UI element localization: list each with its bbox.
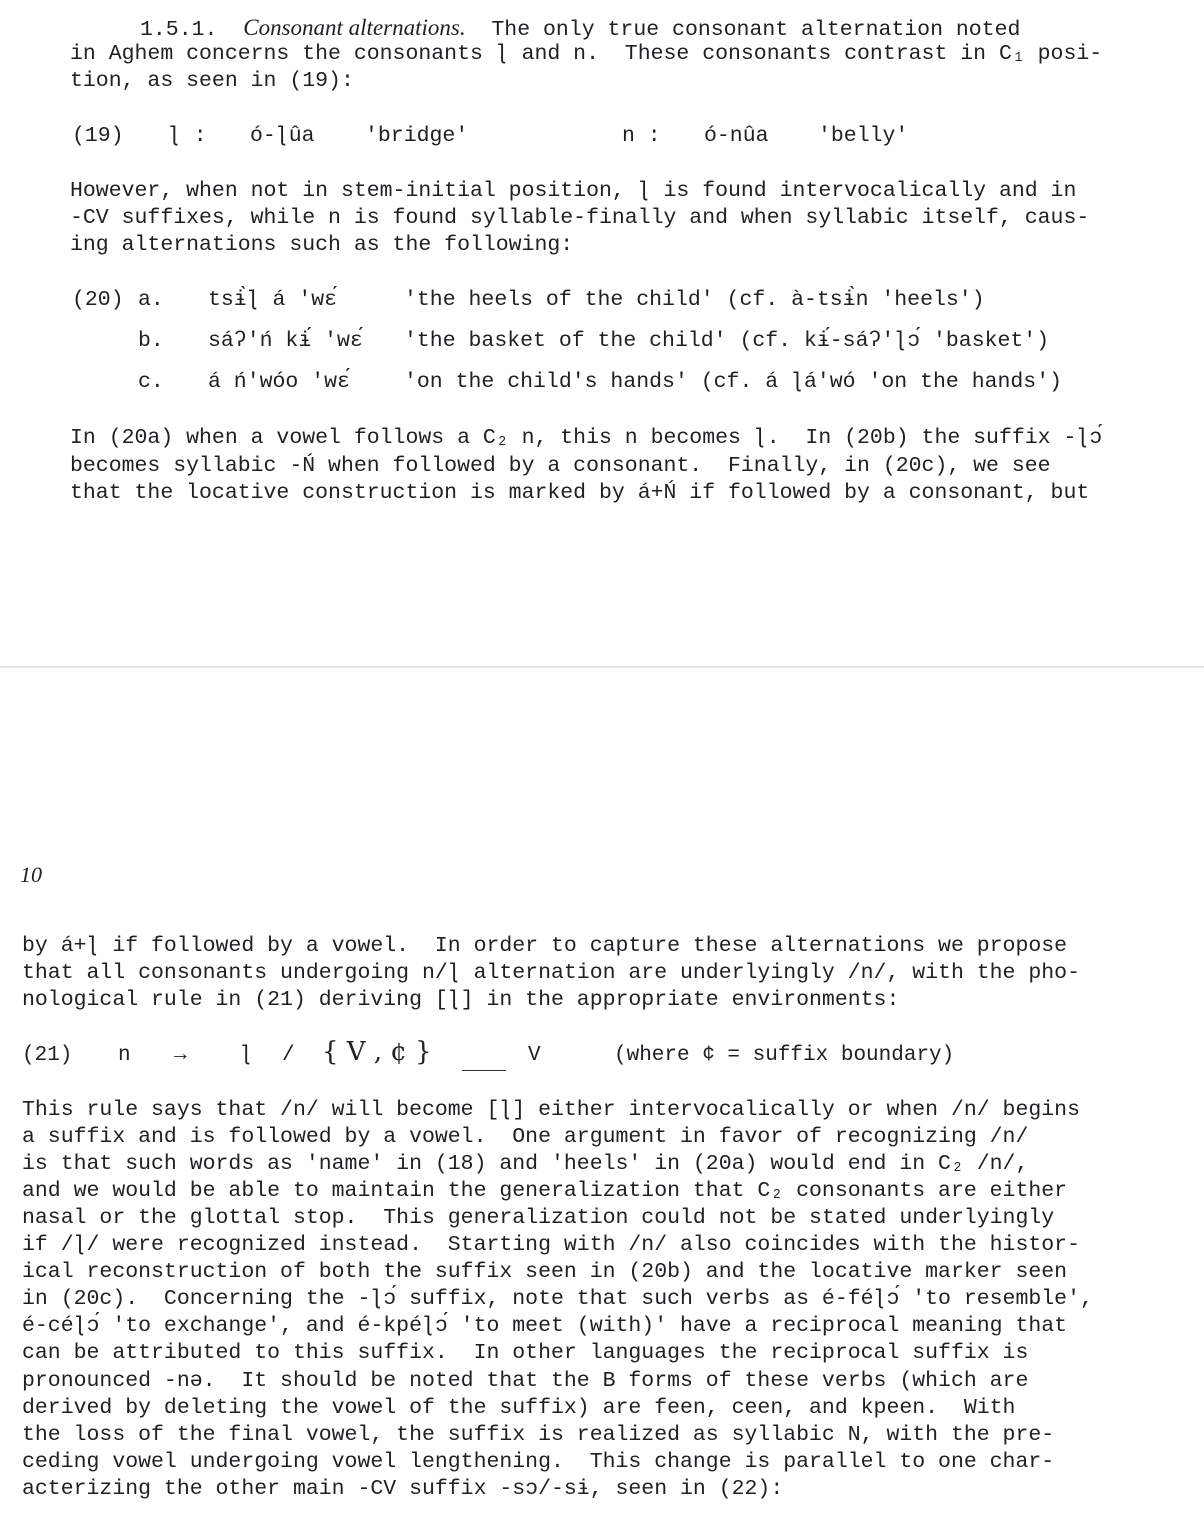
section-number: 1.5.1. — [140, 18, 218, 42]
example-letter: b. — [138, 329, 164, 353]
paragraph-line: ceding vowel undergoing vowel lengthening. This change is parallel to one char- — [22, 1450, 1055, 1474]
example-gloss: 'belly' — [818, 124, 909, 148]
paragraph-line: This rule says that /n/ will become [ɭ] either intervocalically or when /n/ begins — [22, 1098, 1080, 1122]
paragraph-line: can be attributed to this suffix. In other languages the reciprocal suffix is — [22, 1341, 1029, 1365]
paragraph-line: ical reconstruction of both the suffix seen in (20b) and the locative marker seen — [22, 1260, 1068, 1284]
paragraph-line: é-céɭɔ́ 'to exchange', and é-kpéɭɔ́ 'to meet (with)' have a reciprocal meaning that — [22, 1314, 1068, 1338]
rule-output: ɭ — [240, 1044, 253, 1067]
paragraph-line: tion, as seen in (19): — [70, 69, 354, 93]
example-gloss: 'bridge' — [365, 124, 469, 148]
paragraph-line: is that such words as 'name' in (18) and 'heels' in (20a) would end in C₂ /n/, — [22, 1152, 1029, 1176]
paragraph-line: nasal or the glottal stop. This generalization could not be stated underlyingly — [22, 1206, 1055, 1230]
paragraph-line: in (20c). Concerning the -ɭɔ́ suffix, note that such verbs as é-féɭɔ́ 'to resemble', — [22, 1287, 1093, 1311]
paragraph-line: that the locative construction is marked by á+Ń if followed by a consonant, but — [70, 481, 1090, 505]
example-form: sáʔ'ń kɨ́ 'wɛ́ — [208, 329, 363, 353]
paragraph-line: nological rule in (21) deriving [ɭ] in the appropriate environments: — [22, 988, 900, 1012]
lower-page — [0, 668, 1204, 1528]
rule-note: (where ¢ = suffix boundary) — [614, 1044, 955, 1067]
paragraph-line: derived by deleting the vowel of the suffix) are feen, ceen, and kpeen. With — [22, 1396, 1016, 1420]
paragraph-line: -CV suffixes, while n is found syllable-finally and when syllabic itself, caus- — [70, 206, 1090, 230]
paragraph-line: acterizing the other main -CV suffix -sɔ/-sɨ, seen in (22): — [22, 1477, 784, 1501]
example-form: ó-ɭûa — [250, 124, 315, 148]
example-label: ɭ : — [168, 124, 207, 148]
paragraph-line: by á+ɭ if followed by a vowel. In order to capture these alternations we propose — [22, 934, 1068, 958]
paragraph-line: in Aghem concerns the consonants ɭ and n. These consonants contrast in C₁ posi- — [70, 42, 1103, 66]
paragraph-line: that all consonants undergoing n/ɭ alternation are underlyingly /n/, with the pho- — [22, 961, 1080, 985]
example-letter: c. — [138, 370, 164, 394]
rule-arrow: → — [174, 1044, 187, 1067]
paragraph-line: if /ɭ/ were recognized instead. Starting with /n/ also coincides with the histor- — [22, 1233, 1080, 1257]
upper-page — [0, 0, 1204, 666]
example-label: n : — [622, 124, 661, 148]
example-form: á ń'wóo 'wɛ́ — [208, 370, 350, 394]
section-title: Consonant alternations. — [243, 15, 466, 40]
example-form: ó-nûa — [704, 124, 769, 148]
paragraph-line: pronounced -nə. It should be noted that the B forms of these verbs (which are — [22, 1369, 1029, 1393]
paragraph-line: ing alternations such as the following: — [70, 233, 574, 257]
rule-number: (21) — [22, 1044, 73, 1067]
paragraph-line: and we would be able to maintain the generalization that C₂ consonants are either — [22, 1179, 1068, 1203]
paragraph-line: However, when not in stem-initial position, ɭ is found intervocalically and in — [70, 179, 1077, 203]
example-form: tsɨ̀ɭ á 'wɛ́ — [208, 288, 338, 312]
example-letter: a. — [138, 288, 164, 312]
example-number: (20) — [72, 288, 124, 312]
section-intro-text: The only true consonant alternation noted — [491, 18, 1021, 42]
paragraph-line: becomes syllabic -Ń when followed by a consonant. Finally, in (20c), we see — [70, 454, 1051, 478]
paragraph-line: the loss of the final vowel, the suffix is realized as syllabic N, with the pre- — [22, 1423, 1055, 1447]
example-gloss: 'the basket of the child' (cf. kɨ́-sáʔ'ɭɔ́ 'basket') — [404, 329, 1050, 353]
rule-following: V — [528, 1044, 541, 1067]
page-number: 10 — [20, 862, 42, 887]
rule-environment: { V , ¢ } — [322, 1037, 432, 1067]
example-number: (19) — [72, 124, 124, 148]
example-gloss: 'the heels of the child' (cf. à-tsɨ̀n 'heels') — [404, 288, 985, 312]
rule-input: n — [118, 1044, 131, 1067]
rule-focus-blank — [462, 1070, 506, 1071]
example-gloss: 'on the child's hands' (cf. á ɭá'wó 'on the hands') — [404, 370, 1063, 394]
rule-slash: / — [282, 1044, 295, 1067]
paragraph-line: In (20a) when a vowel follows a C₂ n, this n becomes ɭ. In (20b) the suffix -ɭɔ́ — [70, 426, 1103, 450]
section-heading-line — [140, 14, 1020, 44]
paragraph-line: a suffix and is followed by a vowel. One argument in favor of recognizing /n/ — [22, 1125, 1029, 1149]
